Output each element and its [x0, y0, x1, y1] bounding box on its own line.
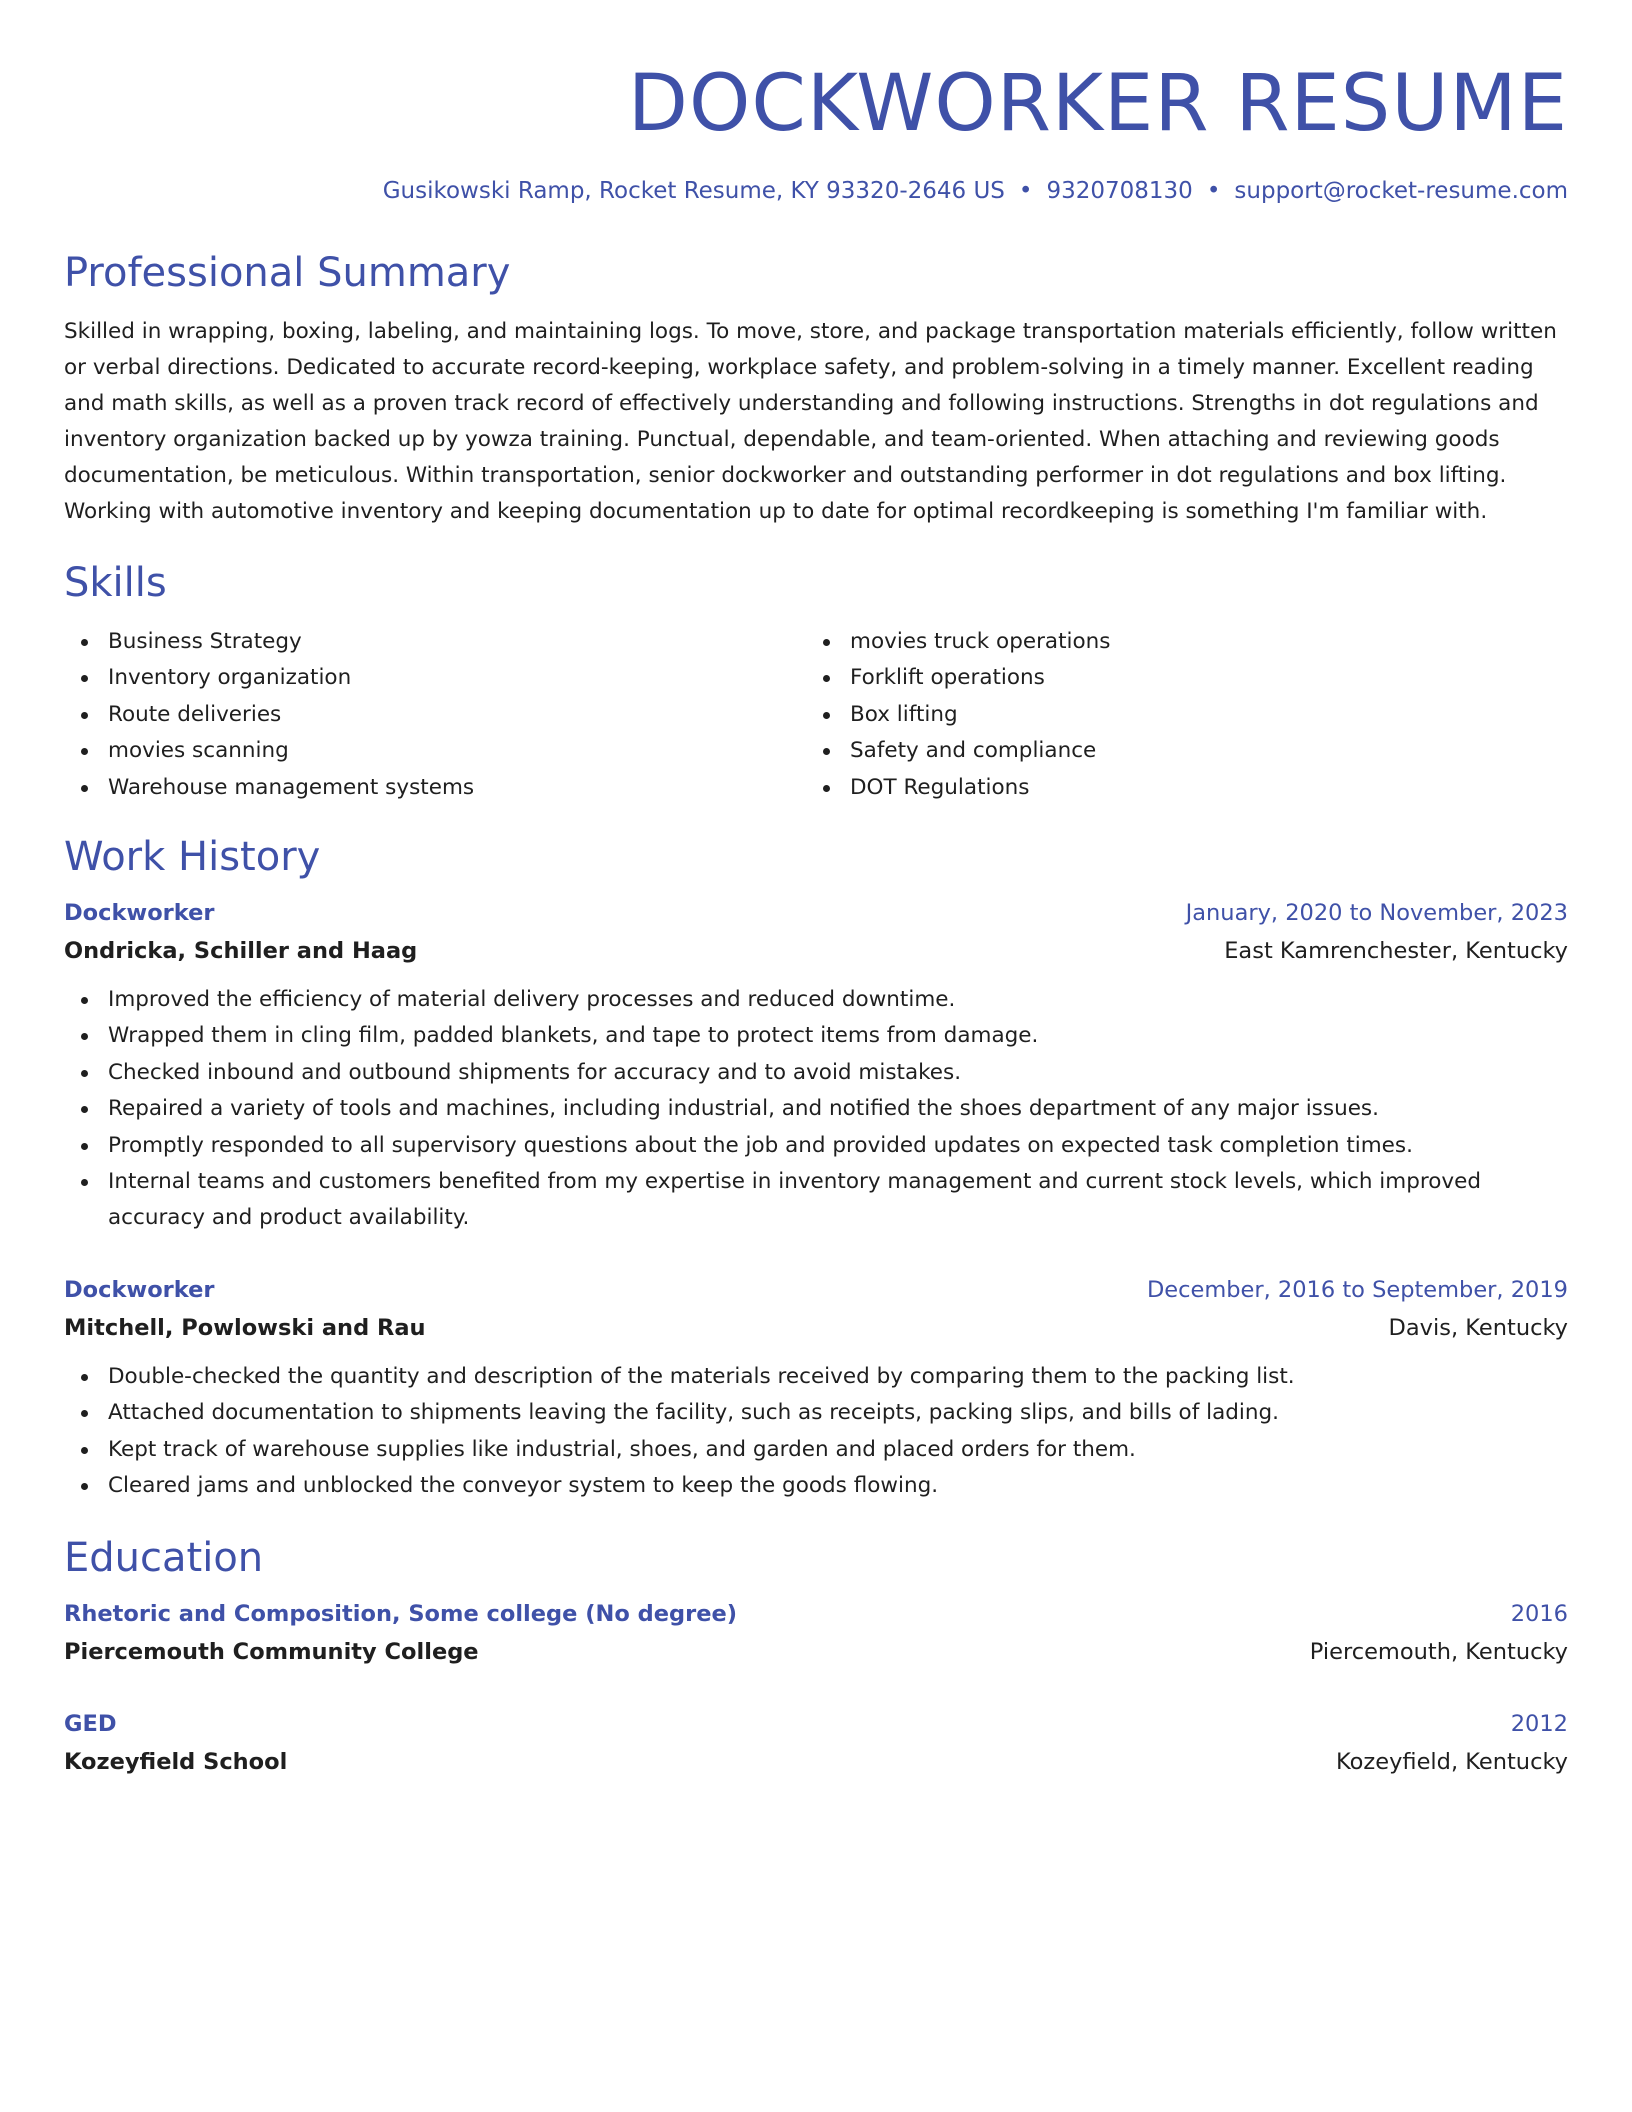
contact-separator: •	[1206, 178, 1221, 204]
job-bullet: Wrapped them in cling film, padded blankets, and tape to protect items from damage.	[64, 1018, 1568, 1054]
job-bullet: Promptly responded to all supervisory questions about the job and provided updates on expected task completion times.	[64, 1128, 1568, 1164]
job-bullet: Attached documentation to shipments leaving the facility, such as receipts, packing slips, and bills of lading.	[64, 1395, 1568, 1431]
skill-item: Route deliveries	[64, 697, 806, 733]
skill-item: movies scanning	[64, 733, 806, 769]
skills-column-right	[806, 624, 1548, 806]
job-title: Dockworker	[64, 1276, 215, 1303]
resume-page	[64, 56, 1568, 1781]
contact-email[interactable]: support@rocket-resume.com	[1234, 178, 1568, 204]
job-employer: Ondricka, Schiller and Haag	[64, 938, 418, 965]
job-bullet: Improved the efficiency of material delivery processes and reduced downtime.	[64, 982, 1568, 1018]
skills-column-left	[64, 624, 806, 806]
job-bullet: Checked inbound and outbound shipments for accuracy and to avoid mistakes.	[64, 1055, 1568, 1091]
job-bullets	[64, 982, 1568, 1237]
skill-item: Safety and compliance	[806, 733, 1548, 769]
skills-heading: Skills	[64, 560, 167, 606]
job-title: Dockworker	[64, 900, 215, 927]
skill-item: Warehouse management systems	[64, 770, 806, 806]
skill-item: Forklift operations	[806, 660, 1548, 696]
contact-line	[64, 174, 1568, 208]
skill-item: Business Strategy	[64, 624, 806, 660]
job-bullet: Double-checked the quantity and description of the materials received by comparing them to the packing list.	[64, 1359, 1568, 1395]
work-history-heading: Work History	[64, 834, 321, 881]
job-entry	[64, 1271, 1568, 1505]
job-bullet: Internal teams and customers benefited from my expertise in inventory management and current stock levels, which improved accuracy and product availability.	[64, 1164, 1568, 1237]
job-dates: December, 2016 to September, 2019	[1146, 1276, 1568, 1303]
education-school: Piercemouth Community College	[64, 1638, 479, 1665]
education-year: 2012	[1510, 1710, 1568, 1737]
education-entry	[64, 1705, 1568, 1781]
summary-text: Skilled in wrapping, boxing, labeling, and maintaining logs. To move, store, and package transportation materials efficiently, follow written or verbal directions. Dedicated to accurate record-keeping, workplace safety, and problem-solving in a timely manner. Excellent reading and math skills, as well as a proven track record of effectively understanding and following instructions. Strengths in dot regulations and inventory organization backed up by yowza training. Punctual, dependable, and team-oriented. When attaching and reviewing goods documentation, be meticulous. Within transportation, senior dockworker and outstanding performer in dot regulations and box lifting. Working with automotive inventory and keeping documentation up to date for optimal recordkeeping is something I'm familiar with.	[64, 319, 1557, 524]
education-location: Piercemouth, Kentucky	[1309, 1638, 1568, 1665]
resume-title: DOCKWORKER RESUME	[627, 59, 1568, 149]
job-dates: January, 2020 to November, 2023	[1185, 900, 1568, 927]
job-entry	[64, 894, 1568, 1237]
education-degree: GED	[64, 1710, 117, 1737]
job-location: East Kamrenchester, Kentucky	[1224, 938, 1568, 965]
education-year: 2016	[1510, 1600, 1568, 1627]
education-location: Kozeyfield, Kentucky	[1336, 1748, 1568, 1775]
contact-separator: •	[1018, 178, 1033, 204]
job-bullet: Kept track of warehouse supplies like industrial, shoes, and garden and placed orders for them.	[64, 1432, 1568, 1468]
skill-item: Inventory organization	[64, 660, 806, 696]
job-employer: Mitchell, Powlowski and Rau	[64, 1314, 426, 1341]
education-school: Kozeyfield School	[64, 1748, 288, 1775]
job-bullet: Repaired a variety of tools and machines, including industrial, and notified the shoes department of any major issues.	[64, 1091, 1568, 1127]
skill-item: movies truck operations	[806, 624, 1548, 660]
contact-address: Gusikowski Ramp, Rocket Resume, KY 93320-2646 US	[382, 178, 1005, 204]
summary-heading: Professional Summary	[64, 250, 511, 296]
job-location: Davis, Kentucky	[1388, 1314, 1568, 1341]
education-heading: Education	[64, 1534, 264, 1581]
education-degree: Rhetoric and Composition, Some college (No degree)	[64, 1600, 738, 1627]
job-bullets	[64, 1359, 1568, 1505]
contact-phone: 9320708130	[1046, 178, 1193, 204]
skill-item: Box lifting	[806, 697, 1548, 733]
skill-item: DOT Regulations	[806, 770, 1548, 806]
job-bullet: Cleared jams and unblocked the conveyor system to keep the goods flowing.	[64, 1468, 1568, 1504]
education-entry	[64, 1595, 1568, 1671]
skills-list	[64, 624, 1568, 806]
